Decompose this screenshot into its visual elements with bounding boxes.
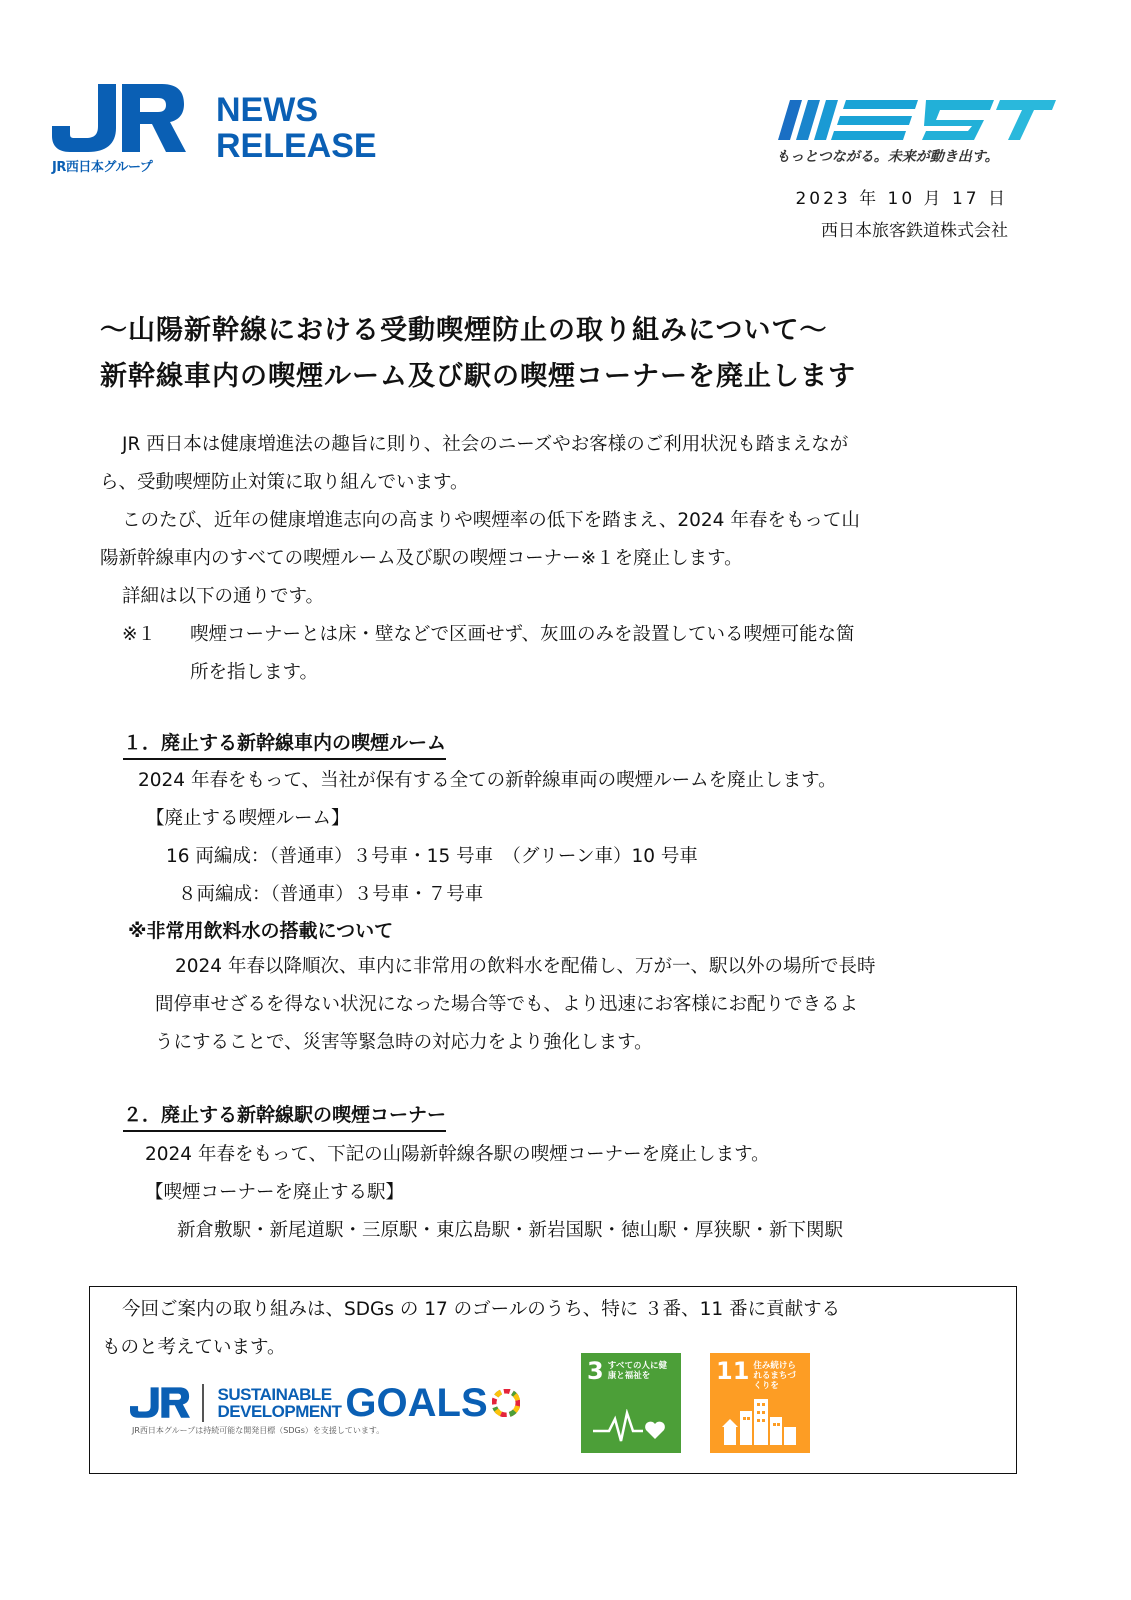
section1-body xyxy=(138,762,837,914)
sdgs-wordmark xyxy=(218,1386,342,1420)
water-note-line3: うにすることで、災害等緊急時の対応力をより強化します。 xyxy=(155,1032,653,1053)
intro-p2-line2: 陽新幹線車内のすべての喫煙ルーム及び駅の喫煙コーナー※１を廃止します。 xyxy=(100,548,743,569)
jr-logo xyxy=(52,84,192,180)
intro-p2-line1: このたび、近年の健康増進志向の高まりや喫煙率の低下を踏まえ、2024 年春をもって山 xyxy=(122,510,860,531)
note-line1: 喫煙コーナーとは床・壁などで区画せず、灰皿のみを設置している喫煙可能な箇 xyxy=(190,624,855,645)
sdgs-text-line1: 今回ご案内の取り組みは、SDGs の 17 のゴールのうち、特に ３番、11 番に貢献する xyxy=(122,1299,841,1320)
water-note-line1: 2024 年春以降順次、車内に非常用の飲料水を配備し、万が一、駅以外の場所で長時 xyxy=(175,956,876,977)
section2-heading: ２．廃止する新幹線駅の喫煙コーナー xyxy=(123,1101,446,1132)
title-line-2: 新幹線車内の喫煙ルーム及び駅の喫煙コーナーを廃止します xyxy=(100,361,856,392)
release-date: 2023 年 10 月 17 日 xyxy=(795,189,1008,209)
sdgs-sustainable: SUSTAINABLE xyxy=(217,1385,332,1404)
sdgs-wheel-icon xyxy=(492,1389,520,1417)
sdgs-text-line2: ものと考えています。 xyxy=(102,1337,286,1358)
section2-subheading: 【喫煙コーナーを廃止する駅】 xyxy=(145,1182,405,1203)
sdgs-caption: JR西日本グループは持続可能な開発目標（SDGs）を支援しています。 xyxy=(132,1426,385,1435)
goal3-number: 3 xyxy=(587,1357,604,1385)
news-line: NEWS xyxy=(216,91,318,129)
water-note-heading: ※非常用飲料水の搭載について xyxy=(128,920,394,942)
sdgs-goals-word xyxy=(345,1383,519,1423)
company-name: 西日本旅客鉄道株式会社 xyxy=(821,221,1008,241)
jr-mark-icon xyxy=(52,84,186,154)
west-slogan: もっとつながる。未来が動き出す。 xyxy=(776,149,999,165)
section2-body xyxy=(145,1136,843,1250)
intro-p1-line1: JR 西日本は健康増進法の趣旨に則り、社会のニーズやお客様のご利用状況も踏まえなが xyxy=(122,434,849,455)
water-note-line2: 間停車せざるを得ない状況になった場合等でも、より迅速にお客様にお配りできるよ xyxy=(155,994,859,1015)
sdgs-box xyxy=(89,1286,1017,1474)
water-note-body xyxy=(155,948,875,1062)
sdgs-development: DEVELOPMENT xyxy=(217,1402,342,1421)
sdg-goal-3-tile xyxy=(581,1353,681,1453)
page-title xyxy=(100,308,856,400)
jr-small-mark-icon xyxy=(130,1387,190,1419)
row-16-cars: 16 両編成：（普通車）３号車・15 号車 （グリーン車）10 号車 xyxy=(166,846,698,867)
heartbeat-icon xyxy=(591,1409,671,1445)
intro-note xyxy=(100,616,860,654)
note-mark: ※１ xyxy=(122,624,157,645)
title-line-1: ～山陽新幹線における受動喫煙防止の取り組みについて～ xyxy=(100,315,828,346)
section1-subheading: 【廃止する喫煙ルーム】 xyxy=(146,808,350,829)
intro-p3: 詳細は以下の通りです。 xyxy=(122,586,325,607)
jr-sdgs-logo xyxy=(130,1383,550,1445)
west-logo xyxy=(776,96,1066,166)
release-line: RELEASE xyxy=(216,127,377,165)
jr-group-label: JR西日本グループ xyxy=(52,160,153,175)
row-8-cars: ８両編成：（普通車）３号車・７号車 xyxy=(178,884,484,905)
goal11-label: 住み続けられるまちづくりを xyxy=(753,1361,796,1391)
goal3-label: すべての人に健康と福祉を xyxy=(607,1361,668,1381)
sdgs-goals-text: GOALS xyxy=(345,1381,488,1425)
sdg-goal-11-tile xyxy=(710,1353,810,1453)
city-buildings-icon xyxy=(720,1397,800,1445)
goal11-number: 11 xyxy=(716,1357,750,1385)
news-release-title xyxy=(216,92,377,164)
west-wordmark-icon xyxy=(776,96,1058,144)
intro-p1-line2: ら、受動喫煙防止対策に取り組んでいます。 xyxy=(100,472,469,493)
station-list: 新倉敷駅・新尾道駅・三原駅・東広島駅・新岩国駅・徳山駅・厚狭駅・新下関駅 xyxy=(177,1220,844,1241)
section2-text: 2024 年春をもって、下記の山陽新幹線各駅の喫煙コーナーを廃止します。 xyxy=(145,1144,770,1165)
section1-heading: １．廃止する新幹線車内の喫煙ルーム xyxy=(123,729,446,760)
section1-text: 2024 年春をもって、当社が保有する全ての新幹線車両の喫煙ルームを廃止します。 xyxy=(138,770,837,791)
logo-divider xyxy=(202,1384,204,1422)
note-line2: 所を指します。 xyxy=(190,662,319,683)
intro-paragraph xyxy=(100,426,860,692)
